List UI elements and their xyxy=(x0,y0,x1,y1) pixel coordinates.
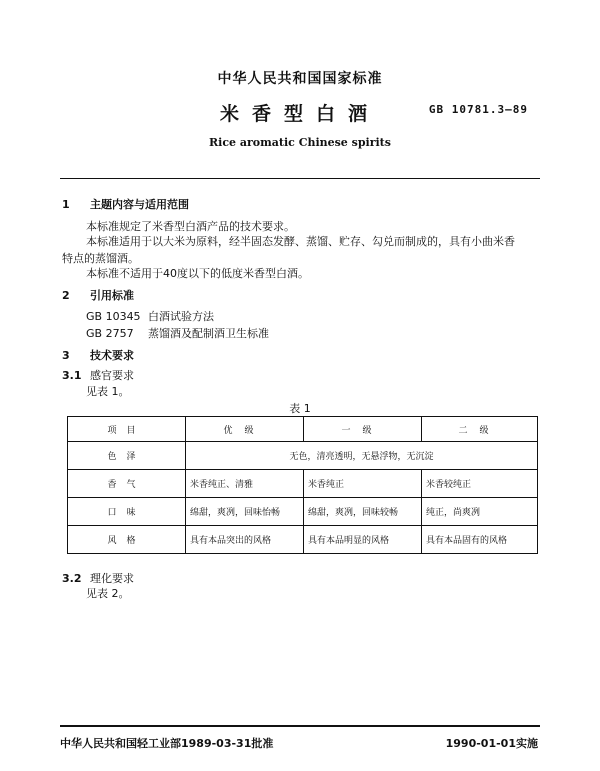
see-table-note: 见表 1。 xyxy=(86,385,130,398)
section-title: 引用标准 xyxy=(90,289,134,302)
row-item-label: 口味 xyxy=(68,498,186,526)
english-title: Rice aromatic Chinese spirits xyxy=(209,136,391,149)
paragraph: 本标准适用于以大米为原料，经半固态发酵、蒸馏、贮存、勾兑而制成的，具有小曲米香特点的蒸馏酒。 xyxy=(62,235,515,265)
section-title: 技术要求 xyxy=(90,349,134,362)
approval-statement: 中华人民共和国轻工业部1989-03-31批准 xyxy=(60,737,274,750)
section-2-heading xyxy=(62,287,134,303)
section-title: 主题内容与适用范围 xyxy=(90,198,189,211)
document-title: 米香型白酒 xyxy=(219,103,380,125)
section-3-1-heading xyxy=(62,367,134,383)
paragraph: 本标准不适用于40度以下的低度米香型白酒。 xyxy=(86,267,309,280)
paragraph: 本标准规定了米香型白酒产品的技术要求。 xyxy=(86,220,295,233)
table-cell: 具有本品明显的风格 xyxy=(304,526,422,554)
section-3-2-heading xyxy=(62,570,134,586)
header-cell-first: 一级 xyxy=(304,417,422,442)
header-cell-item: 项目 xyxy=(68,417,186,442)
table-cell-merged: 无色，清亮透明，无悬浮物，无沉淀 xyxy=(186,442,538,470)
reference-name: 白酒试验方法 xyxy=(148,310,214,323)
row-item-label: 香气 xyxy=(68,470,186,498)
reference-code: GB 2757 xyxy=(86,327,134,340)
header-divider xyxy=(60,178,540,179)
section-number: 3.2 xyxy=(62,572,82,585)
table-cell: 米香纯正 xyxy=(304,470,422,498)
table-caption: 表 1 xyxy=(289,402,311,415)
table-header-row xyxy=(68,417,538,442)
section-number: 1 xyxy=(62,198,70,211)
table-cell: 具有本品突出的风格 xyxy=(186,526,304,554)
table-cell: 绵甜，爽冽，回味怡畅 xyxy=(186,498,304,526)
footer-divider xyxy=(60,725,540,727)
table-row xyxy=(68,442,538,470)
effective-date: 1990-01-01实施 xyxy=(445,737,538,750)
table-row xyxy=(68,498,538,526)
table-cell: 具有本品固有的风格 xyxy=(422,526,538,554)
table-cell: 米香较纯正 xyxy=(422,470,538,498)
header-cell-premium: 优级 xyxy=(186,417,304,442)
table-cell: 米香纯正、清雅 xyxy=(186,470,304,498)
table-row xyxy=(68,470,538,498)
reference-name: 蒸馏酒及配制酒卫生标准 xyxy=(148,327,269,340)
section-number: 3 xyxy=(62,349,70,362)
table-row xyxy=(68,526,538,554)
table-cell: 绵甜，爽冽，回味较畅 xyxy=(304,498,422,526)
header-cell-second: 二级 xyxy=(422,417,538,442)
section-number: 3.1 xyxy=(62,369,82,382)
table-cell: 纯正，尚爽冽 xyxy=(422,498,538,526)
row-item-label: 色泽 xyxy=(68,442,186,470)
section-3-heading xyxy=(62,347,134,363)
reference-item xyxy=(86,325,269,341)
reference-item xyxy=(86,308,214,324)
section-title: 理化要求 xyxy=(90,572,134,585)
see-table-note: 见表 2。 xyxy=(86,587,130,600)
issuing-organization: 中华人民共和国国家标准 xyxy=(217,71,383,87)
standard-number: GB 10781.3—89 xyxy=(428,103,528,116)
section-number: 2 xyxy=(62,289,70,302)
section-title: 感官要求 xyxy=(90,369,134,382)
row-item-label: 风格 xyxy=(68,526,186,554)
sensory-requirements-table xyxy=(67,416,538,554)
section-1-heading xyxy=(62,196,189,212)
reference-code: GB 10345 xyxy=(86,310,141,323)
